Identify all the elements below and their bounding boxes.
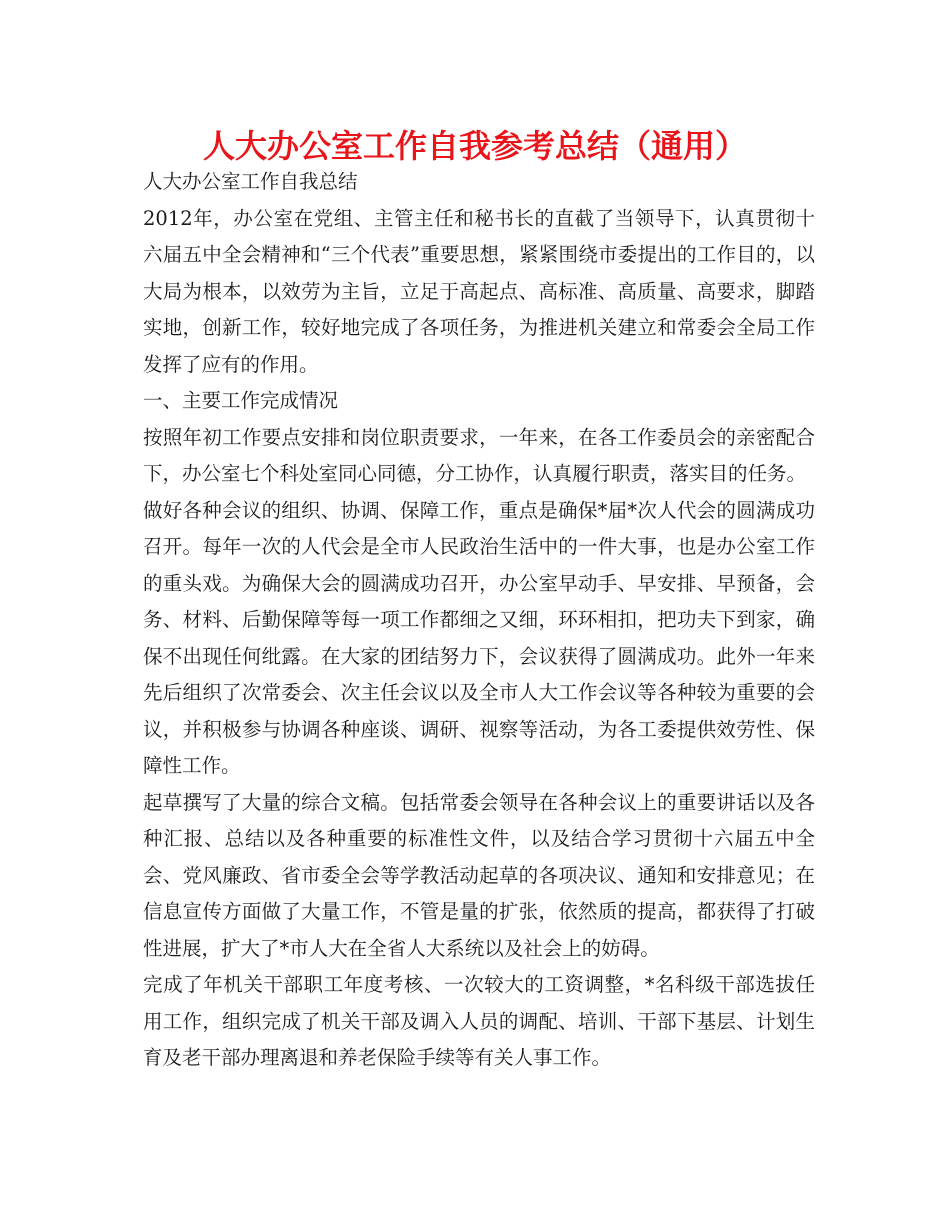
- document-body: [143, 164, 815, 1077]
- paragraph: 起草撰写了大量的综合文稿。包括常委会领导在各种会议上的重要讲话以及各种汇报、总结以及各种重要的标准性文件，以及结合学习贯彻十六届五中全会、党风廉政、省市委全会等学教活动起草的各项决议、通知和安排意见；在信息宣传方面做了大量工作，不管是量的扩张，依然质的提高，都获得了打破性进展，扩大了*市人大在全省人大系统以及社会上的妨碍。: [143, 790, 815, 960]
- document-title: 人大办公室工作自我参考总结（通用）: [202, 127, 747, 165]
- paragraph-intro: 2012年，办公室在党组、主管主任和秘书长的直截了当领导下，认真贯彻十六届五中全会精神和“三个代表”重要思想，紧紧围绕市委提出的工作目的，以大局为根本，以效劳为主旨，立足于高起点、高标准、高质量、高要求，脚踏实地，创新工作，较好地完成了各项任务，为推进机关建立和常委会全局工作发挥了应有的作用。: [143, 206, 815, 376]
- subtitle-line: 人大办公室工作自我总结: [143, 170, 358, 193]
- paragraph: 做好各种会议的组织、协调、保障工作，重点是确保*届*次人代会的圆满成功召开。每年一次的人代会是全市人民政治生活中的一件大事，也是办公室工作的重头戏。为确保大会的圆满成功召开，办公室早动手、早安排、早预备，会务、材料、后勤保障等每一项工作都细之又细，环环相扣，把功夫下到家，确保不出现任何纰露。在大家的团结努力下，会议获得了圆满成功。此外一年来先后组织了次常委会、次主任会议以及全市人大工作会议等各种较为重要的会议，并积极参与协调各种座谈、调研、视察等活动，为各工委提供效劳性、保障性工作。: [143, 498, 815, 777]
- paragraph: 完成了年机关干部职工年度考核、一次较大的工资调整，*名科级干部选拔任用工作，组织完成了机关干部及调入人员的调配、培训、干部下基层、计划生育及老干部办理离退和养老保险手续等有关人事工作。: [143, 973, 815, 1069]
- paragraph: 按照年初工作要点安排和岗位职责要求，一年来，在各工作委员会的亲密配合下，办公室七个科处室同心同德，分工协作，认真履行职责，落实目的任务。: [143, 425, 815, 485]
- section-heading: 一、主要工作完成情况: [143, 389, 339, 412]
